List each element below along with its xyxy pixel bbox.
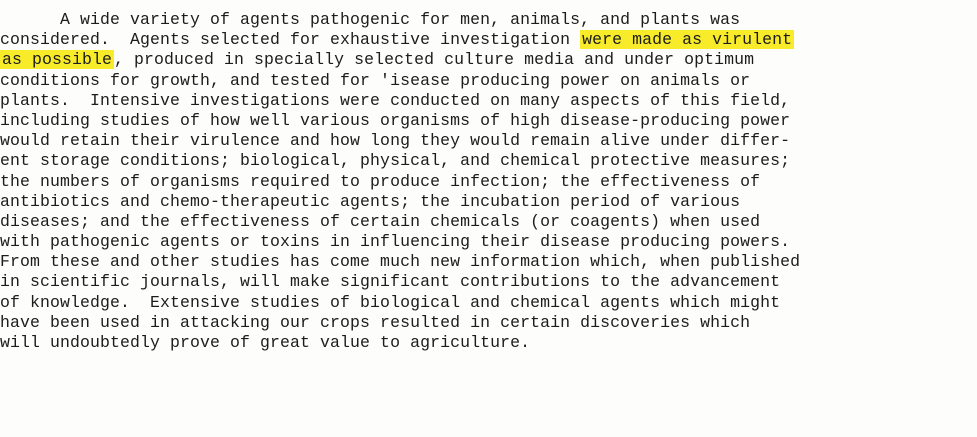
text-line: of knowledge. Extensive studies of biological and chemical agents which might (0, 292, 781, 312)
text-line: the numbers of organisms required to produce infection; the effectiveness of (0, 171, 761, 191)
text-segment: , produced in specially selected culture media and under optimum (114, 50, 755, 70)
text-line (0, 50, 977, 70)
text-line: diseases; and the effectiveness of certain chemicals (or coagents) when used (0, 211, 761, 231)
text-line: with pathogenic agents or toxins in influencing their disease producing powers. (0, 232, 791, 252)
text-line: including studies of how well various organisms of high disease-producing power (0, 110, 791, 130)
text-line: would retain their virulence and how long they would remain alive under differ- (0, 131, 791, 151)
text-line: antibiotics and chemo-therapeutic agents; the incubation period of various (0, 191, 741, 211)
text-line: A wide variety of agents pathogenic for men, animals, and plants was (0, 10, 741, 29)
text-line: ent storage conditions; biological, physical, and chemical protective measures; (0, 151, 791, 171)
text-line: From these and other studies has come much new information which, when published (0, 252, 801, 272)
text-line: have been used in attacking our crops resulted in certain discoveries which (0, 312, 751, 332)
text-line: in scientific journals, will make significant contributions to the advancement (0, 272, 781, 292)
highlighted-text: were made as virulent (582, 30, 793, 50)
text-line: will undoubtedly prove of great value to agriculture. (0, 333, 531, 352)
text-segment: considered. Agents selected for exhaustive investigation (0, 30, 581, 50)
text-line (0, 30, 977, 50)
text-line: conditions for growth, and tested for 'isease producing power on animals or (0, 70, 751, 90)
paragraph (0, 10, 977, 353)
highlighted-text: as possible (2, 50, 113, 70)
text-line: plants. Intensive investigations were conducted on many aspects of this field, (0, 90, 791, 110)
